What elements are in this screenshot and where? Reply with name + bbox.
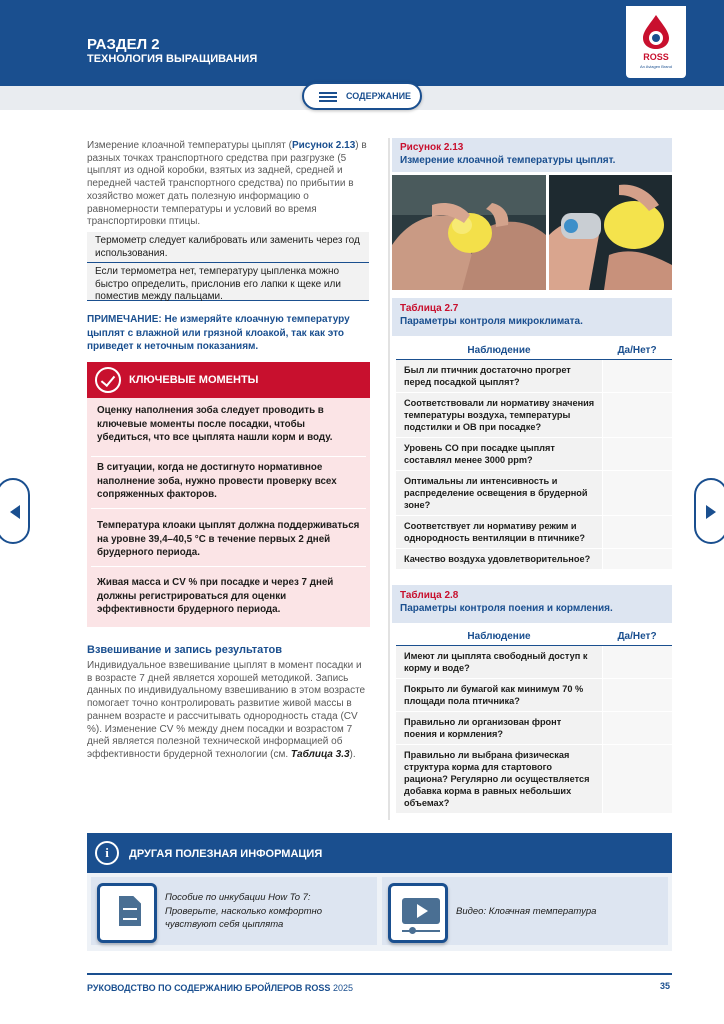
bullet-calibration: Термометр следует калибровать или заменить через год использования. xyxy=(87,232,369,263)
photo-thermometer xyxy=(549,175,672,290)
table-2-8-header xyxy=(392,585,672,623)
intro-paragraph xyxy=(87,140,369,229)
section-title: РАЗДЕЛ 2 xyxy=(87,36,160,53)
contents-button[interactable] xyxy=(302,82,422,110)
answer-cell[interactable] xyxy=(602,438,672,470)
weighing-text-tail: ). xyxy=(349,748,356,760)
table-row xyxy=(396,646,672,679)
play-icon xyxy=(417,904,428,918)
video-icon xyxy=(388,883,448,943)
contents-label: СОДЕРЖАНИЕ xyxy=(346,91,412,101)
table-row xyxy=(396,516,672,549)
answer-cell[interactable] xyxy=(602,393,672,437)
figure-header xyxy=(392,138,672,172)
answer-cell[interactable] xyxy=(602,745,672,813)
figure-reference-link[interactable]: Рисунок 2.13 xyxy=(291,140,356,151)
table-reference-link[interactable]: Таблица 3.3 xyxy=(290,748,350,760)
hatchery-guide-link[interactable] xyxy=(91,877,377,945)
answer-cell[interactable] xyxy=(602,679,672,711)
logo-drop-icon xyxy=(642,14,670,50)
key-moments-box xyxy=(87,362,370,627)
info-icon: i xyxy=(95,841,119,865)
weighing-heading: Взвешивание и запись результатов xyxy=(87,644,283,656)
table-2-8-caption: Параметры контроля поения и кормления. xyxy=(400,603,613,614)
key-moment-item: Температура клоаки цыплят должна поддерживаться на уровне 39,4–40,5 °C в течение первых 2 дней брудерного периода. xyxy=(91,517,366,567)
footer-year: 2025 xyxy=(330,983,353,993)
other-info-header xyxy=(87,833,672,873)
page-number: 35 xyxy=(660,981,671,991)
observation-cell: Был ли птичник достаточно прогрет перед посадкой цыплят? xyxy=(396,360,602,392)
answer-cell[interactable] xyxy=(602,646,672,678)
video-progress-dot xyxy=(409,927,416,934)
photo-chick-in-hands xyxy=(392,175,546,290)
figure-label: Рисунок 2.13 xyxy=(400,142,464,153)
table-row xyxy=(396,745,672,814)
intro-text-end: ) в разных точках транспортного средства при разгрузке (5 цыплят из одной коробки, взятых из задней, средней и передней частей транспортного средства) по прибытии в хозяйство может дать полезную информацию о равномерности температуры и условий во время транспортировки птицы. xyxy=(87,140,367,228)
answer-cell[interactable] xyxy=(602,471,672,515)
header-bar xyxy=(0,0,724,86)
table-row xyxy=(396,549,672,570)
table-header-row xyxy=(396,626,672,646)
observation-cell: Качество воздуха удовлетворительное? xyxy=(396,549,602,569)
answer-cell[interactable] xyxy=(602,516,672,548)
table-2-8-label: Таблица 2.8 xyxy=(400,590,459,601)
answer-cell[interactable] xyxy=(602,712,672,744)
section-subtitle: ТЕХНОЛОГИЯ ВЫРАЩИВАНИЯ xyxy=(87,53,258,65)
observation-cell: Оптимальны ли интенсивность и распределение освещения в брудерной зоне? xyxy=(396,471,602,515)
intro-text-start: Измерение клоачной температуры цыплят ( xyxy=(87,140,292,151)
document-icon xyxy=(97,883,157,943)
video-progress-bar xyxy=(402,930,440,932)
footer-title-text: РУКОВОДСТВО ПО СОДЕРЖАНИЮ БРОЙЛЕРОВ ROSS xyxy=(87,983,331,993)
previous-page-button[interactable] xyxy=(0,478,30,544)
microclimate-table xyxy=(396,340,672,570)
table-row xyxy=(396,438,672,471)
observation-cell: Правильно ли организован фронт поения и кормления? xyxy=(396,712,602,744)
table-header-row xyxy=(396,340,672,360)
checkmark-icon xyxy=(95,367,121,393)
menu-icon xyxy=(319,92,337,102)
column-header-yes-no: Да/Нет? xyxy=(617,345,657,356)
key-moment-item: В ситуации, когда не достигнуто нормативное наполнение зоба, нужно провести проверку всех сопряженных факторов. xyxy=(91,459,366,509)
table-row xyxy=(396,360,672,393)
column-header-observation: Наблюдение xyxy=(467,345,531,356)
table-row xyxy=(396,712,672,745)
arrow-left-icon xyxy=(10,505,20,519)
table-row xyxy=(396,679,672,712)
table-2-7-header xyxy=(392,298,672,336)
figure-caption: Измерение клоачной температуры цыплят. xyxy=(400,155,616,166)
weighing-text: Индивидуальное взвешивание цыплят в момент посадки и в возрасте 7 дней является хорошей методикой. Запись данных по индивидуальному взвешиванию в этом возрасте помогает точно контролировать развитие живой массы в раннем возрасте и рассчитывать однородность стада (CV %). Изменение CV % между днем посадки и возрастом 7 дней является полезной технической информацией об эффективности брудерной технологии (см. xyxy=(87,660,366,760)
column-divider xyxy=(388,138,390,820)
next-page-button[interactable] xyxy=(694,478,724,544)
footer-divider xyxy=(87,973,672,975)
weighing-paragraph xyxy=(87,660,369,762)
video-link[interactable] xyxy=(382,877,668,945)
footer-title xyxy=(87,983,353,993)
observation-cell: Соответствует ли нормативу режим и однородность вентиляции в птичнике? xyxy=(396,516,602,548)
arrow-right-icon xyxy=(706,505,716,519)
key-moment-item: Оценку наполнения зоба следует проводить в ключевые моменты после посадки, чтобы убедиться, что все цыплята нашли корм и воду. xyxy=(91,402,366,457)
column-header-observation: Наблюдение xyxy=(467,631,531,642)
logo-subtext: An Aviagen Brand xyxy=(640,64,672,69)
ross-logo[interactable] xyxy=(626,6,686,78)
document-lines xyxy=(123,908,137,920)
feeding-table xyxy=(396,626,672,814)
other-info-panel xyxy=(87,833,672,951)
answer-cell[interactable] xyxy=(602,360,672,392)
logo-text: ROSS xyxy=(643,52,669,62)
key-moment-item: Живая масса и CV % при посадке и через 7 дней должны регистрироваться для оценки эффективности брудерного периода. xyxy=(91,574,366,624)
observation-cell: Покрыто ли бумагой как минимум 70 % площади пола птичника? xyxy=(396,679,602,711)
observation-cell: Соответствовали ли нормативу значения температуры воздуха, температуры подстилки и ОВ при посадке? xyxy=(396,393,602,437)
table-row xyxy=(396,471,672,516)
table-2-7-label: Таблица 2.7 xyxy=(400,303,459,314)
observation-cell: Правильно ли выбрана физическая структура корма для стартового рациона? Регулярно ли осуществляется добавка корма в равных небольших объемах? xyxy=(396,745,602,813)
observation-cell: Имеют ли цыплята свободный доступ к корму и воде? xyxy=(396,646,602,678)
key-moments-header xyxy=(87,362,370,398)
bullet-no-thermometer: Если термометра нет, температуру цыпленка можно быстро определить, прислонив его лапки к щеке или поместив между пальцами. xyxy=(87,263,369,301)
hatchery-guide-text: Пособие по инкубации How To 7: Проверьте, насколько комфортно чувствуют себя цыплята xyxy=(165,892,323,930)
column-header-yes-no: Да/Нет? xyxy=(617,631,657,642)
observation-cell: Уровень CO при посадке цыплят составлял менее 3000 ppm? xyxy=(396,438,602,470)
key-moments-title: КЛЮЧЕВЫЕ МОМЕНТЫ xyxy=(129,374,259,386)
other-info-title: ДРУГАЯ ПОЛЕЗНАЯ ИНФОРМАЦИЯ xyxy=(129,848,323,860)
video-text: Видео: Клоачная температура xyxy=(456,906,597,917)
table-2-7-caption: Параметры контроля микроклимата. xyxy=(400,316,583,327)
table-row xyxy=(396,393,672,438)
note-text: ПРИМЕЧАНИЕ: Не измеряйте клоачную температуру цыплят с влажной или грязной клоакой, так как это приведет к неточным показаниям. xyxy=(87,314,350,352)
answer-cell[interactable] xyxy=(602,549,672,569)
